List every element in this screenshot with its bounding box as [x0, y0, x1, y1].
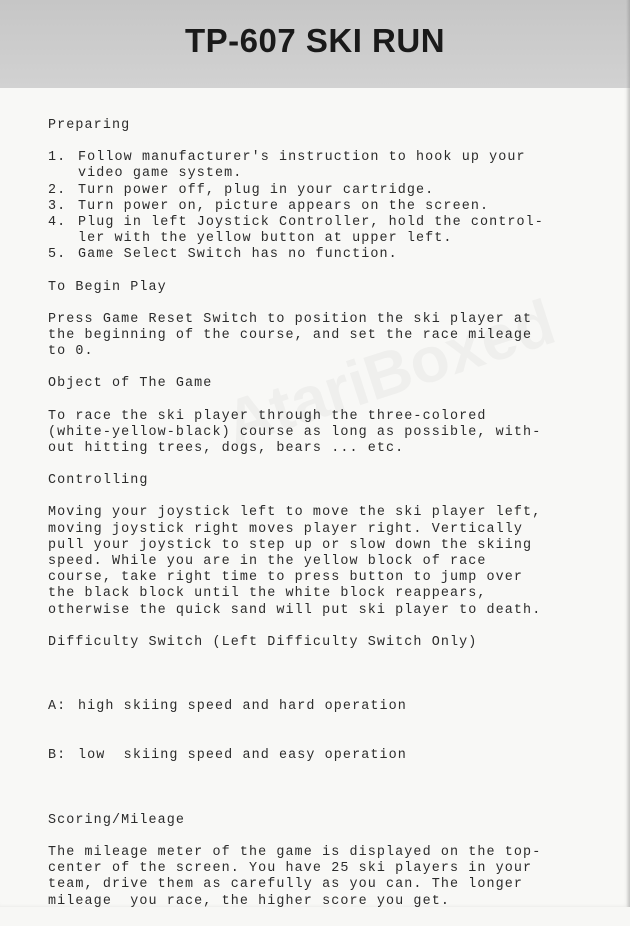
- section-heading-object: Object of The Game: [48, 376, 213, 392]
- step-text: Turn power off, plug in your cartridge.: [78, 182, 435, 198]
- option-key: B:: [48, 748, 67, 764]
- manual-body: [48, 118, 608, 926]
- controlling-paragraph: Moving your joystick left to move the ski player left, moving joystick right moves player right. Vertically pull your joystick to step up or slow down the skiing speed. While you are in the yellow block of race course, take right time to press button to jump over the black block until the white block reappears, otherwise the quick sand will put ski player to death.: [48, 505, 542, 618]
- section-heading-difficulty: Difficulty Switch (Left Difficulty Switch Only): [48, 634, 478, 650]
- option-text: high skiing speed and hard operation: [78, 699, 407, 715]
- step-number: 1.: [48, 150, 67, 166]
- section-heading-preparing: Preparing: [48, 118, 131, 133]
- difficulty-options: [48, 667, 608, 797]
- list-item: [48, 150, 608, 182]
- scoring-paragraph: The mileage meter of the game is displayed on the top- center of the screen. You have 25 ski players in your team, drive them as carefully as you can. The longer mileage you race, the higher score you get.: [48, 844, 542, 909]
- step-text: Follow manufacturer's instruction to hook up your video game system.: [78, 150, 526, 182]
- list-item: [48, 247, 608, 263]
- step-number: 2.: [48, 182, 67, 198]
- step-text: Turn power on, picture appears on the screen.: [78, 198, 490, 214]
- difficulty-option-a: [48, 699, 608, 715]
- difficulty-option-b: [48, 748, 608, 764]
- object-paragraph: To race the ski player through the three-colored (white-yellow-black) course as long as possible, with- out hitting trees, dogs, bears ... etc.: [48, 408, 542, 457]
- step-number: 3.: [48, 198, 67, 214]
- page-edge-shadow: [626, 0, 630, 907]
- option-key: A:: [48, 699, 67, 715]
- step-number: 4.: [48, 215, 67, 231]
- list-item: [48, 199, 608, 215]
- section-heading-begin: To Begin Play: [48, 279, 167, 295]
- begin-paragraph: Press Game Reset Switch to position the ski player at the beginning of the course, and set the race mileage to 0.: [48, 311, 533, 360]
- step-text: Game Select Switch has no function.: [78, 247, 398, 263]
- list-item: [48, 215, 608, 247]
- header-band: [0, 0, 630, 88]
- step-text: Plug in left Joystick Controller, hold the control- ler with the yellow button at upper left.: [78, 215, 544, 247]
- section-heading-scoring: Scoring/Mileage: [48, 812, 186, 828]
- option-text: low skiing speed and easy operation: [78, 748, 407, 764]
- list-item: [48, 183, 608, 199]
- step-number: 5.: [48, 247, 67, 263]
- preparing-steps: [48, 150, 608, 263]
- section-heading-controlling: Controlling: [48, 473, 149, 489]
- page-title: TP-607 SKI RUN: [184, 22, 446, 59]
